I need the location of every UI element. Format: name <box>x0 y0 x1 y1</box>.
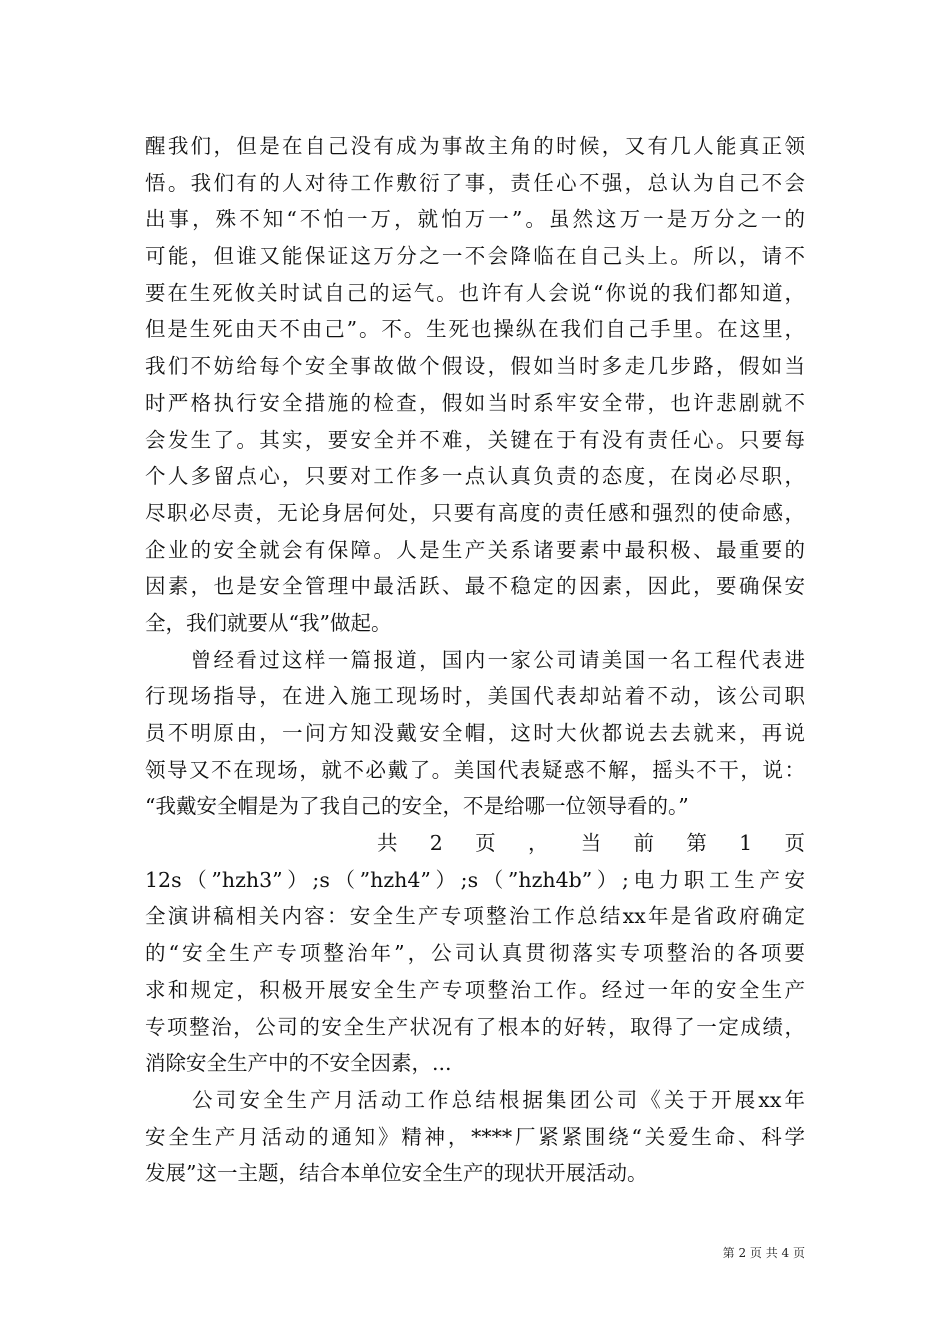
text-line: 12s（”hzh3”）;s（”hzh4”）;s（”hzh4b”）;电力职工生产安 <box>145 867 805 892</box>
text-line: 尽职必尽责，无论身居何处，只要有高度的责任感和强烈的使命感， <box>145 500 805 525</box>
pager-token: 共 <box>377 831 398 856</box>
page-indicator <box>145 825 805 862</box>
pager-token: 前 <box>633 831 655 856</box>
text-line: 因素，也是安全管理中最活跃、最不稳定的因素，因此，要确保安 <box>145 574 805 599</box>
body-paragraphs <box>145 128 805 825</box>
text-line: 全演讲稿相关内容：安全生产专项整治工作总结xx年是省政府确定 <box>145 904 805 929</box>
text-line: 出事，殊不知“不怕一万，就怕万一”。虽然这万一是万分之一的 <box>145 207 805 232</box>
text-line: 领导又不在现场，就不必戴了。美国代表疑惑不解，摇头不干，说： <box>145 757 805 782</box>
text-line: 个人多留点心，只要对工作多一点认真负责的态度，在岗必尽职， <box>145 464 805 489</box>
pager-token: ， <box>527 831 549 856</box>
text-line: 时严格执行安全措施的检查，假如当时系牢安全带，也许悲剧就不 <box>145 390 805 415</box>
pager-token: 1 <box>739 831 753 856</box>
text-line: 全，我们就要从“我”做起。 <box>145 610 392 635</box>
text-line: 会发生了。其实，要安全并不难，关键在于有没有责任心。只要每 <box>145 427 805 452</box>
text-line: 但是生死由天不由己”。不。生死也操纵在我们自己手里。在这里， <box>145 317 805 342</box>
text-line: 安全生产月活动的通知》精神，****厂紧紧围绕“关爱生命、科学 <box>145 1124 805 1149</box>
pager-token: 页 <box>784 831 805 856</box>
pager-token: 第 <box>686 831 707 856</box>
text-line: 发展”这一主题，结合本单位安全生产的现状开展活动。 <box>145 1161 648 1186</box>
page-footer: 第 2 页 共 4 页 <box>722 1246 805 1260</box>
text-line: 悟。我们有的人对待工作敷衍了事，责任心不强，总认为自己不会 <box>145 170 805 195</box>
text-line: 企业的安全就会有保障。人是生产关系诸要素中最积极、最重要的 <box>145 537 805 562</box>
text-line: 求和规定，积极开展安全生产专项整治工作。经过一年的安全生产 <box>145 977 805 1002</box>
text-line: 的“安全生产专项整治年”，公司认真贯彻落实专项整治的各项要 <box>145 941 805 966</box>
text-line: 员不明原由，一问方知没戴安全帽，这时大伙都说去去就来，再说 <box>145 721 805 745</box>
text-line: 专项整治，公司的安全生产状况有了根本的好转，取得了一定成绩， <box>145 1014 805 1039</box>
text-line: 可能，但谁又能保证这万分之一不会降临在自己头上。所以，请不 <box>145 244 805 269</box>
text-line: 我们不妨给每个安全事故做个假设，假如当时多走几步路，假如当 <box>145 354 805 379</box>
text-line: 醒我们，但是在自己没有成为事故主角的时候，又有几人能真正领 <box>145 134 805 158</box>
document-page <box>145 128 805 1192</box>
text-line: “我戴安全帽是为了我自己的安全，不是给哪一位领导看的。” <box>145 794 689 819</box>
text-line: 公司安全生产月活动工作总结根据集团公司《关于开展xx年 <box>145 1087 805 1112</box>
text-line: 要在生死攸关时试自己的运气。也许有人会说“你说的我们都知道， <box>145 280 805 305</box>
related-content <box>145 862 805 1192</box>
pager-token: 当 <box>580 831 602 856</box>
text-line: 曾经看过这样一篇报道，国内一家公司请美国一名工程代表进 <box>145 647 805 672</box>
pager-token: 页 <box>475 831 496 856</box>
text-line: 消除安全生产中的不安全因素，... <box>145 1051 452 1076</box>
pager-token: 2 <box>429 831 443 856</box>
text-line: 行现场指导，在进入施工现场时，美国代表却站着不动，该公司职 <box>145 684 805 709</box>
